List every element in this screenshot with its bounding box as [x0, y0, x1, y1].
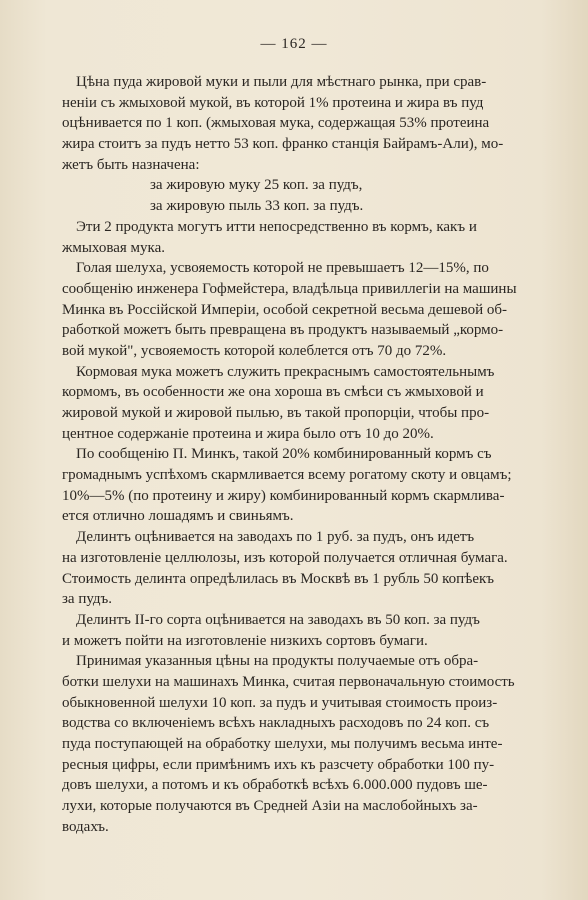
text-line: работкой можетъ быть превращена въ продуктъ называемый „кормо- — [62, 322, 504, 339]
text-line: жмыховая мука. — [62, 239, 166, 256]
text-line: Делинтъ оцѣнивается на заводахъ по 1 руб. за пудъ, онъ идетъ — [76, 529, 475, 546]
text-line: Стоимость делинта опредѣлилась въ Москвѣ въ 1 рубль 50 копѣекъ — [62, 570, 495, 587]
text-line: 10%—5% (по протеину и жиру) комбинированный кормъ скармлива- — [62, 487, 505, 504]
text-line: Кормовая мука можетъ служить прекраснымъ самостоятельнымъ — [76, 363, 495, 380]
text-line: жировой мукой и жировой пылью, въ такой пропорціи, чтобы про- — [62, 405, 490, 421]
text-line: ется отлично лошадямъ и свиньямъ. — [62, 508, 294, 525]
text-line: оцѣнивается по 1 коп. (жмыховая мука, содержащая 53% протеина — [62, 115, 490, 132]
text-line: жетъ быть назначена: — [62, 156, 200, 173]
text-line: водахъ. — [62, 818, 109, 835]
text-line: громаднымъ успѣхомъ скармливается всему рогатому скоту и овцамъ; — [62, 467, 512, 484]
text-line: за жировую пыль 33 коп. за пудъ. — [150, 198, 364, 215]
text-line: жира стоитъ за пудъ нетто 53 коп. франко станція Байрамъ-Али), мо- — [62, 136, 504, 153]
text-line: неніи съ жмыховой мукой, въ которой 1% протеина и жира въ пуд — [62, 94, 484, 111]
page-number: — 162 — — [260, 36, 328, 52]
text-line: Принимая указанныя цѣны на продукты получаемые отъ обра- — [76, 653, 479, 670]
text-line: кормомъ, въ особенности же она хороша въ смѣси съ жмыховой и — [62, 384, 484, 401]
text-line: Голая шелуха, усвояемость которой не превышаетъ 12—15%, по — [76, 260, 489, 277]
text-line: довъ шелухи, а потомъ и къ обработкѣ всѣхъ 6.000.000 пудовъ ше- — [62, 777, 488, 794]
text-line: и можетъ пойти на изготовленіе низкихъ сортовъ бумаги. — [62, 632, 428, 649]
text-line: вой мукой", усвояемость которой колеблется отъ 70 до 72%. — [62, 342, 447, 359]
body-text — [62, 72, 588, 837]
text-line: за жировую муку 25 коп. за пудъ, — [150, 177, 363, 194]
text-line: ресныя цифры, если примѣнимъ ихъ къ разсчету обработки 100 пу- — [62, 756, 495, 773]
text-line: Делинтъ II-го сорта оцѣнивается на заводахъ въ 50 коп. за пудъ — [76, 611, 480, 628]
text-line: пуда поступающей на обработку шелухи, мы получимъ весьма инте- — [62, 736, 503, 752]
text-line: за пудъ. — [62, 591, 113, 608]
text-line: водства со включеніемъ всѣхъ накладныхъ расходовъ по 24 коп. съ — [62, 715, 490, 732]
text-line: Эти 2 продукта могутъ итти непосредственно въ кормъ, какъ и — [76, 218, 477, 235]
text-line: Цѣна пуда жировой муки и пыли для мѣстнаго рынка, при срав- — [76, 74, 487, 90]
text-line: обыкновенной шелухи 10 коп. за пудъ и учитывая стоимость произ- — [62, 694, 498, 711]
text-line: сообщенію инженера Гофмейстера, владѣльца привиллегіи на машины — [62, 280, 517, 297]
text-line: ботки шелухи на машинахъ Минка, считая первоначальную стоимость — [62, 673, 515, 690]
text-line: Минка въ Россійской Имперіи, особой секретной весьма дешевой об- — [62, 301, 508, 318]
text-line: лухи, которые получаются въ Средней Азіи на маслобойныхъ за- — [62, 798, 478, 815]
text-line: центное содержаніе протеина и жира было отъ 10 до 20%. — [62, 425, 434, 442]
text-line: на изготовленіе целлюлозы, изъ которой получается отличная бумага. — [62, 549, 508, 566]
text-line: По сообщенію П. Минкъ, такой 20% комбинированный кормъ съ — [76, 446, 492, 463]
